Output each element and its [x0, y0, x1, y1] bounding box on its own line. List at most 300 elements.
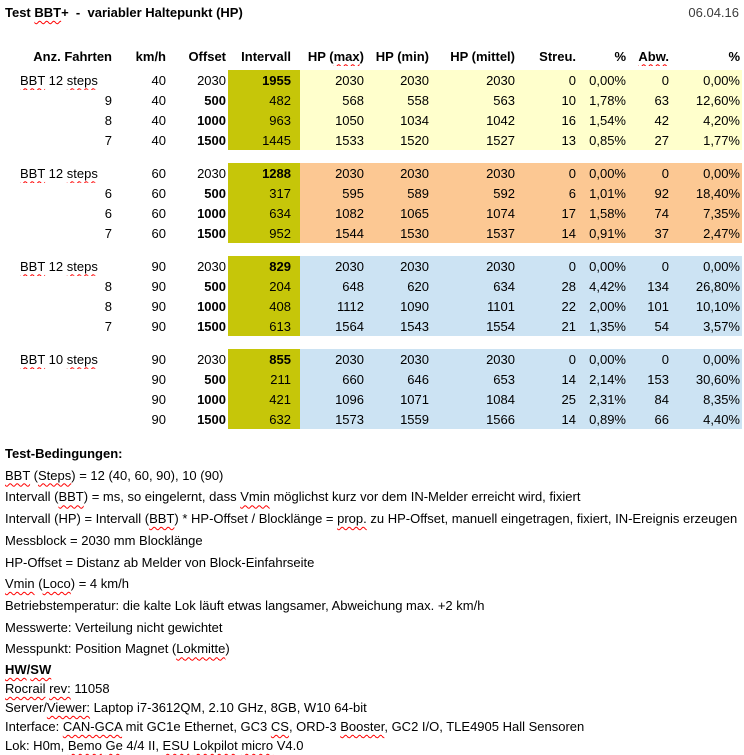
cell-abw-pct: 10,10%: [671, 296, 742, 316]
cell-streu-pct: 1,54%: [578, 110, 628, 130]
cell-abw-pct: 0,00%: [671, 70, 742, 90]
misspelled-word: prop.: [337, 511, 367, 527]
cell-anz-fahrten: [0, 409, 114, 429]
cell-hp-mittel: 1084: [431, 389, 517, 409]
cell-offset: 500: [204, 371, 226, 387]
text-segment: Intervall (: [5, 489, 59, 505]
results-table-header: [0, 46, 742, 66]
cell-streu-pct: 0,00%: [578, 70, 628, 90]
text-segment: Intervall: [241, 48, 291, 64]
cell-hp-mittel: 1527: [431, 130, 517, 150]
misspelled-word: Lokmitte: [176, 641, 226, 657]
cell-hp-min: 1520: [366, 130, 431, 150]
misspelled-word: steps: [66, 72, 98, 88]
misspelled-word: BBT: [20, 258, 46, 274]
text-segment: (: [34, 576, 43, 592]
cell-anz-fahrten: 6: [104, 205, 112, 221]
cell-abw-pct: 0,00%: [671, 163, 742, 183]
section-heading-hwsw: [5, 660, 744, 679]
cell-hp-mittel: 634: [431, 276, 517, 296]
text-segment: + - variabler Haltepunkt (HP): [61, 5, 243, 20]
cell-streu-pct: 4,42%: [578, 276, 628, 296]
misspelled-word: Loco: [42, 576, 71, 592]
cell-anz-fahrten: [0, 163, 114, 183]
cell-intervall: 211: [228, 369, 300, 389]
misspelled-word: BBT: [20, 351, 46, 367]
text-segment: Laptop i7-3612QM, 2.10 GHz, 8GB, W10 64-bit: [90, 700, 367, 716]
table-row: [0, 110, 742, 130]
cell-abw: 37: [628, 223, 671, 243]
cell-offset: 500: [204, 185, 226, 201]
cell-abw-pct: 2,47%: [671, 223, 742, 243]
cell-streu-pct: 0,89%: [578, 409, 628, 429]
cell-hp-min: 646: [366, 369, 431, 389]
conditions-lines: [5, 465, 744, 660]
text-segment: %: [614, 48, 626, 64]
cell-abw-pct: 8,35%: [671, 389, 742, 409]
text-segment: ) = 12 (40, 60, 90), 10 (90): [71, 467, 224, 483]
text-segment: mit GC1e Ethernet, GC3: [122, 719, 271, 735]
cell-offset: 1000: [197, 391, 226, 407]
text-segment: , ORD-3: [288, 719, 341, 735]
text-segment: km/h: [135, 48, 166, 64]
cell-intervall: 634: [228, 203, 300, 223]
misspelled-word: Bemo: [67, 738, 102, 754]
cell-hp-mittel: 1074: [431, 203, 517, 223]
cell-abw-pct: 0,00%: [671, 256, 742, 276]
text-segment: , GC2 I/O, TLE4905 Hall Sensoren: [384, 719, 585, 735]
cell-hp-max: 2030: [300, 70, 366, 90]
table-row: [0, 183, 742, 203]
cell-abw: 27: [628, 130, 671, 150]
cell-streu: 28: [517, 276, 578, 296]
cell-hp-max: 2030: [300, 349, 366, 369]
cell-abw-pct: 26,80%: [671, 276, 742, 296]
text-line: [5, 465, 744, 487]
cell-kmh: 40: [151, 132, 166, 148]
text-segment: möglichst kurz vor dem IN-Melder erreicht wird, fixiert: [269, 489, 581, 505]
cell-hp-min: 2030: [366, 70, 431, 90]
cell-hp-max: 1544: [300, 223, 366, 243]
cell-abw: 63: [628, 90, 671, 110]
text-segment: 11058: [70, 681, 110, 697]
cell-intervall: 963: [228, 110, 300, 130]
cell-streu-pct: 2,14%: [578, 369, 628, 389]
column-header-offset: [168, 46, 228, 66]
cell-streu: 0: [517, 163, 578, 183]
text-segment: HP (: [307, 48, 334, 64]
cell-hp-min: 1530: [366, 223, 431, 243]
table-row: [0, 409, 742, 429]
cell-offset: 2030: [197, 351, 226, 367]
misspelled-word: steps: [66, 165, 98, 181]
misspelled-word: Abw.: [638, 48, 669, 64]
cell-hp-max: 1112: [300, 296, 366, 316]
text-segment: HP-Offset = Distanz ab Melder von Block-Einfahrseite: [5, 554, 315, 570]
cell-hp-mittel: 563: [431, 90, 517, 110]
misspelled-word: BBT: [20, 72, 46, 88]
cell-streu-pct: 2,00%: [578, 296, 628, 316]
cell-hp-min: 1034: [366, 110, 431, 130]
cell-kmh: 90: [151, 298, 166, 314]
cell-anz-fahrten: 6: [104, 185, 112, 201]
cell-hp-max: 1533: [300, 130, 366, 150]
cell-abw: 134: [628, 276, 671, 296]
misspelled-word: BBT: [34, 5, 62, 20]
table-row: [0, 296, 742, 316]
misspelled-word: rev:: [49, 681, 71, 697]
cell-offset: 2030: [197, 165, 226, 181]
cell-abw: 84: [628, 389, 671, 409]
misspelled-word: Ge: [105, 738, 123, 754]
text-segment: Messwerte: Verteilung nicht gewichtet: [5, 619, 223, 635]
hwsw-lines: [5, 679, 744, 755]
cell-hp-min: 1065: [366, 203, 431, 223]
cell-abw-pct: 30,60%: [671, 369, 742, 389]
cell-kmh: 60: [151, 185, 166, 201]
text-segment: zu HP-Offset, manuell eingetragen, fixiert, IN-Ereignis erzeugen: [366, 511, 738, 527]
text-segment: %: [728, 48, 740, 64]
text-segment: Intervall (HP) = Intervall (: [5, 511, 150, 527]
cell-kmh: 90: [151, 391, 166, 407]
cell-intervall: 855: [228, 349, 300, 369]
misspelled-word: Viewer:: [46, 700, 91, 716]
cell-abw: 153: [628, 369, 671, 389]
text-segment: 12: [45, 72, 67, 88]
cell-offset: 2030: [197, 258, 226, 274]
text-segment: (: [30, 467, 39, 483]
text-line: [5, 573, 744, 595]
misspelled-word: Booster: [340, 719, 385, 735]
text-line: [5, 679, 744, 698]
column-header-streu-pct: [578, 46, 628, 66]
cell-hp-mittel: 653: [431, 369, 517, 389]
text-segment: Anz. Fahrten: [33, 48, 112, 64]
cell-kmh: 90: [151, 318, 166, 334]
table-row: [0, 316, 742, 336]
cell-streu: 16: [517, 110, 578, 130]
cell-abw: 54: [628, 316, 671, 336]
cell-hp-max: 2030: [300, 256, 366, 276]
cell-streu-pct: 0,91%: [578, 223, 628, 243]
cell-hp-max: 1050: [300, 110, 366, 130]
cell-hp-min: 1559: [366, 409, 431, 429]
cell-offset: 500: [204, 278, 226, 294]
misspelled-word: HW: [5, 662, 27, 678]
cell-abw: 42: [628, 110, 671, 130]
column-header-row: [0, 46, 742, 66]
cell-offset: 1000: [197, 298, 226, 314]
column-header-streu: [517, 46, 578, 66]
text-line: [5, 508, 744, 530]
group-bbt12-90kmh: [0, 256, 742, 336]
column-header-hp-min: [366, 46, 431, 66]
cell-intervall: 421: [228, 389, 300, 409]
cell-streu-pct: 0,00%: [578, 256, 628, 276]
misspelled-word: Vmin: [240, 489, 270, 505]
cell-hp-min: 2030: [366, 349, 431, 369]
cell-anz-fahrten: [0, 256, 114, 276]
cell-hp-mittel: 1042: [431, 110, 517, 130]
text-line: [5, 552, 744, 574]
cell-anz-fahrten: 8: [104, 112, 112, 128]
text-segment: ) = ms, so eingelernt, dass: [83, 489, 241, 505]
cell-hp-min: 1090: [366, 296, 431, 316]
table-row: [0, 349, 742, 369]
text-segment: Lok: H0m,: [5, 738, 68, 754]
cell-hp-max: 1096: [300, 389, 366, 409]
text-segment: Betriebstemperatur: die kalte Lok läuft etwas langsamer, Abweichung max. +2 km/h: [5, 597, 485, 613]
cell-intervall: 204: [228, 276, 300, 296]
cell-anz-fahrten: [0, 349, 114, 369]
cell-anz-fahrten: 7: [104, 132, 112, 148]
table-row: [0, 369, 742, 389]
cell-kmh: 90: [151, 258, 166, 274]
misspelled-word: BBT: [149, 511, 175, 527]
column-header-hp-max: [300, 46, 366, 66]
cell-streu-pct: 1,01%: [578, 183, 628, 203]
misspelled-word: CAN-GCA: [62, 719, 123, 735]
cell-kmh: 90: [151, 411, 166, 427]
cell-abw: 0: [628, 163, 671, 183]
cell-hp-mittel: 2030: [431, 349, 517, 369]
cell-hp-mittel: 1101: [431, 296, 517, 316]
table-row: [0, 256, 742, 276]
cell-streu: 14: [517, 223, 578, 243]
cell-intervall: 482: [228, 90, 300, 110]
table-row: [0, 276, 742, 296]
cell-kmh: 90: [151, 351, 166, 367]
cell-streu: 21: [517, 316, 578, 336]
cell-offset: 2030: [197, 72, 226, 88]
cell-hp-mittel: 2030: [431, 70, 517, 90]
page-title: [5, 5, 243, 20]
cell-streu-pct: 0,85%: [578, 130, 628, 150]
misspelled-word: steps: [66, 258, 98, 274]
cell-streu-pct: 1,35%: [578, 316, 628, 336]
cell-abw: 0: [628, 349, 671, 369]
table-row: [0, 90, 742, 110]
cell-offset: 1500: [197, 132, 226, 148]
column-header-anz-fahrten: [0, 46, 114, 66]
cell-hp-max: 648: [300, 276, 366, 296]
text-segment: ): [225, 641, 230, 657]
cell-hp-mittel: 1537: [431, 223, 517, 243]
cell-hp-mittel: 2030: [431, 256, 517, 276]
cell-anz-fahrten: 8: [104, 298, 112, 314]
text-segment: 4/4 II,: [122, 738, 163, 754]
cell-hp-mittel: 592: [431, 183, 517, 203]
cell-streu: 17: [517, 203, 578, 223]
misspelled-word: BBT: [20, 165, 46, 181]
section-test-bedingungen: [0, 443, 744, 660]
misspelled-word: Rocrail: [5, 681, 46, 697]
cell-hp-min: 2030: [366, 256, 431, 276]
cell-kmh: 90: [151, 278, 166, 294]
text-segment: Test: [5, 5, 35, 20]
cell-intervall: 952: [228, 223, 300, 243]
column-header-abw-pct: [671, 46, 742, 66]
text-segment: V4.0: [273, 738, 304, 754]
cell-hp-min: 1543: [366, 316, 431, 336]
misspelled-word: micro: [241, 738, 274, 754]
cell-anz-fahrten: 8: [104, 278, 112, 294]
cell-hp-max: 568: [300, 90, 366, 110]
cell-offset: 1000: [197, 112, 226, 128]
text-segment: Messpunkt: Position Magnet (: [5, 641, 177, 657]
date-label: 06.04.16: [688, 5, 739, 20]
table-row: [0, 130, 742, 150]
column-header-kmh: [114, 46, 168, 66]
cell-abw: 66: [628, 409, 671, 429]
group-bbt12-60kmh: [0, 163, 742, 243]
cell-kmh: 60: [151, 165, 166, 181]
group-bbt12-40kmh: [0, 70, 742, 150]
cell-intervall: 613: [228, 316, 300, 336]
text-segment: HP (min): [375, 48, 429, 64]
misspelled-word: ESU: [162, 738, 190, 754]
cell-hp-max: 2030: [300, 163, 366, 183]
cell-hp-min: 1071: [366, 389, 431, 409]
text-line: [5, 717, 744, 736]
cell-offset: 1500: [197, 411, 226, 427]
cell-anz-fahrten: 7: [104, 225, 112, 241]
cell-abw-pct: 3,57%: [671, 316, 742, 336]
column-header-intervall: [228, 46, 300, 66]
cell-anz-fahrten: 7: [104, 318, 112, 334]
text-line: [5, 698, 744, 717]
misspelled-word: BBT: [58, 489, 84, 505]
cell-streu: 13: [517, 130, 578, 150]
cell-streu-pct: 1,58%: [578, 203, 628, 223]
cell-hp-min: 2030: [366, 163, 431, 183]
title-bar: [0, 0, 744, 26]
misspelled-word: SW: [30, 662, 52, 678]
column-header-abw: [628, 46, 671, 66]
cell-hp-max: 1564: [300, 316, 366, 336]
text-line: [5, 638, 744, 660]
cell-anz-fahrten: 9: [104, 92, 112, 108]
cell-anz-fahrten: [0, 389, 114, 409]
cell-anz-fahrten: [0, 369, 114, 389]
cell-intervall: 1955: [228, 70, 300, 90]
misspelled-word: CS: [270, 719, 289, 735]
cell-abw-pct: 12,60%: [671, 90, 742, 110]
table-row: [0, 70, 742, 90]
cell-abw-pct: 1,77%: [671, 130, 742, 150]
cell-anz-fahrten: [0, 70, 114, 90]
cell-offset: 500: [204, 92, 226, 108]
cell-abw-pct: 0,00%: [671, 349, 742, 369]
cell-abw: 74: [628, 203, 671, 223]
cell-abw-pct: 7,35%: [671, 203, 742, 223]
text-line: [5, 617, 744, 639]
table-row: [0, 223, 742, 243]
misspelled-word: Steps: [38, 467, 72, 483]
column-header-hp-mittel: [431, 46, 517, 66]
text-segment: 12: [45, 258, 67, 274]
text-segment: 10: [45, 351, 67, 367]
text-segment: Streu.: [539, 48, 576, 64]
text-line: [5, 736, 744, 755]
cell-streu: 0: [517, 70, 578, 90]
cell-kmh: 40: [151, 92, 166, 108]
text-segment: Offset: [188, 48, 226, 64]
cell-hp-min: 589: [366, 183, 431, 203]
cell-abw-pct: 18,40%: [671, 183, 742, 203]
cell-hp-mittel: 2030: [431, 163, 517, 183]
group-bbt10-90kmh: [0, 349, 742, 429]
cell-streu: 14: [517, 409, 578, 429]
misspelled-word: Vmin: [5, 576, 35, 592]
cell-offset: 1000: [197, 205, 226, 221]
cell-abw-pct: 4,40%: [671, 409, 742, 429]
cell-abw: 101: [628, 296, 671, 316]
cell-intervall: 632: [228, 409, 300, 429]
cell-intervall: 408: [228, 296, 300, 316]
table-row: [0, 163, 742, 183]
text-segment: HP (mittel): [450, 48, 515, 64]
text-segment: Messblock = 2030 mm Blocklänge: [5, 532, 203, 548]
text-segment: ) * HP-Offset / Blocklänge =: [174, 511, 338, 527]
cell-offset: 1500: [197, 318, 226, 334]
cell-intervall: 1288: [228, 163, 300, 183]
section-hwsw: [0, 660, 744, 755]
cell-abw: 0: [628, 256, 671, 276]
cell-streu-pct: 0,00%: [578, 349, 628, 369]
cell-streu: 14: [517, 369, 578, 389]
cell-abw: 92: [628, 183, 671, 203]
cell-hp-max: 595: [300, 183, 366, 203]
text-segment: ): [359, 48, 364, 64]
text-line: [5, 486, 744, 508]
cell-intervall: 317: [228, 183, 300, 203]
cell-intervall: 1445: [228, 130, 300, 150]
misspelled-word: max: [333, 48, 360, 64]
text-segment: ) = 4 km/h: [70, 576, 129, 592]
section-heading-test-bedingungen: Test-Bedingungen:: [5, 446, 123, 461]
cell-intervall: 829: [228, 256, 300, 276]
cell-kmh: 40: [151, 72, 166, 88]
cell-streu-pct: 2,31%: [578, 389, 628, 409]
cell-streu-pct: 0,00%: [578, 163, 628, 183]
cell-hp-min: 558: [366, 90, 431, 110]
text-line: [5, 595, 744, 617]
cell-hp-min: 620: [366, 276, 431, 296]
text-segment: 12: [45, 165, 67, 181]
cell-streu: 10: [517, 90, 578, 110]
cell-hp-mittel: 1554: [431, 316, 517, 336]
cell-streu: 22: [517, 296, 578, 316]
cell-offset: 1500: [197, 225, 226, 241]
cell-hp-max: 660: [300, 369, 366, 389]
table-row: [0, 389, 742, 409]
cell-streu: 0: [517, 256, 578, 276]
cell-kmh: 60: [151, 205, 166, 221]
cell-kmh: 90: [151, 371, 166, 387]
cell-streu: 6: [517, 183, 578, 203]
misspelled-word: BBT: [5, 467, 31, 483]
cell-hp-max: 1573: [300, 409, 366, 429]
cell-abw-pct: 4,20%: [671, 110, 742, 130]
table-row: [0, 203, 742, 223]
misspelled-word: Lokpilot: [192, 738, 238, 754]
cell-streu-pct: 1,78%: [578, 90, 628, 110]
text-line: [5, 530, 744, 552]
cell-streu: 25: [517, 389, 578, 409]
text-segment: /: [26, 662, 31, 678]
text-segment: Server/: [5, 700, 47, 716]
